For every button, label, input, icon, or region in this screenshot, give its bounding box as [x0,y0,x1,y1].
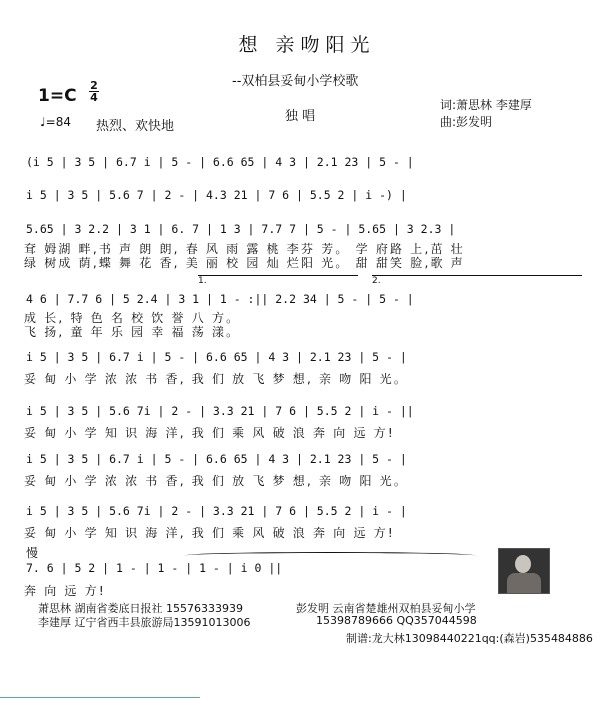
notation-row-7: i 5 | 3 5 | 6.7 i | 5 - | 6.6 65 | 4 3 | 2.1 23 | 5 - | [26,452,407,466]
composer-credit: 曲:彭发明 [440,115,493,129]
lyric-line-7: 妥 甸 小 学 浓 浓 书 香, 我 们 放 飞 梦 想, 亲 吻 阳 光。 [24,474,409,488]
song-subtitle: --双柏县妥甸小学校歌 [232,74,359,89]
contact-line-3: 制谱:龙大林13098440221qq:(森岩)535484886 [346,632,593,645]
lyric-line-4b: 飞 扬, 童 年 乐 园 幸 福 荡 漾。 [24,325,241,339]
notation-row-6: i 5 | 3 5 | 5.6 7i | 2 - | 3.3 21 | 7 6 | 5.5 2 | i - || [26,404,414,418]
mood-mark: 热烈、欢快地 [96,119,175,134]
volta-1-bracket [198,275,358,276]
page-divider [0,697,200,698]
time-sig-bottom: 4 [90,91,98,104]
notation-row-2: i 5 | 3 5 | 5.6 7 | 2 - | 4.3 21 | 7 6 | 5.5 2 | i -) | [26,188,407,202]
notation-row-5: i 5 | 3 5 | 6.7 i | 5 - | 6.6 65 | 4 3 | 2.1 23 | 5 - | [26,350,407,364]
lyric-line-9: 奔 向 远 方! [24,584,106,598]
key-signature: 1=C [38,86,77,106]
photo-face [515,555,531,573]
volta-2-bracket [372,275,582,276]
time-signature [88,80,100,103]
volta-2-label: 2. [372,276,381,286]
lyric-line-8: 妥 甸 小 学 知 识 海 洋, 我 们 乘 风 破 浪 奔 向 远 方! [24,526,395,540]
lyric-line-3a: 耷 姆湖 畔,书 声 朗 朗, 春 风 雨 露 桃 李芬 芳。 学 府路 上,茁 壮 [24,242,465,256]
lyricist-credit: 词:萧思林 李建厚 [440,98,532,112]
tempo-mark: ♩=84 [40,115,71,129]
photo-body [507,573,541,593]
contact-line-1b: 彭发明 云南省楚雄州双柏县妥甸小学 [296,602,476,615]
slow-mark: 慢 [26,546,39,560]
contact-line-1a: 萧思林 湖南省娄底日报社 15576333939 [38,602,243,615]
notation-row-3: 5.65 | 3 2.2 | 3 1 | 6. 7 | 1 3 | 7.7 7 | 5 - | 5.65 | 3 2.3 | [26,222,456,236]
lyric-line-6: 妥 甸 小 学 知 识 海 洋, 我 们 乘 风 破 浪 奔 向 远 方! [24,426,395,440]
tie-arc [185,552,475,559]
time-sig-top: 2 [90,79,98,92]
performance-form: 独 唱 [285,109,316,124]
lyric-line-3b: 绿 树成 荫,蝶 舞 花 香, 美 丽 校 园 灿 烂阳 光。 甜 甜笑 脸,歌 声 [24,256,465,270]
notation-row-4: 4 6 | 7.7 6 | 5 2.4 | 3 1 | 1 - :|| 2.2 34 | 5 - | 5 - | [26,292,414,306]
song-title: 想 亲吻阳光 [238,34,376,56]
contact-line-2b: 15398789666 QQ357044598 [316,614,477,627]
lyric-line-4a: 成 长, 特 色 名 校 饮 誉 八 方。 [24,311,241,325]
contact-line-2a: 李建厚 辽宁省西丰县旅游局13591013006 [38,616,251,629]
notation-row-1: (i 5 | 3 5 | 6.7 i | 5 - | 6.6 65 | 4 3 | 2.1 23 | 5 - | [26,155,414,169]
notation-row-8: i 5 | 3 5 | 5.6 7i | 2 - | 3.3 21 | 7 6 | 5.5 2 | i - | [26,504,407,518]
composer-photo [498,548,550,594]
lyric-line-5: 妥 甸 小 学 浓 浓 书 香, 我 们 放 飞 梦 想, 亲 吻 阳 光。 [24,372,409,386]
notation-row-9: 7. 6 | 5 2 | 1 - | 1 - | 1 - | i 0 || [26,561,283,575]
volta-1-label: 1. [198,276,207,286]
